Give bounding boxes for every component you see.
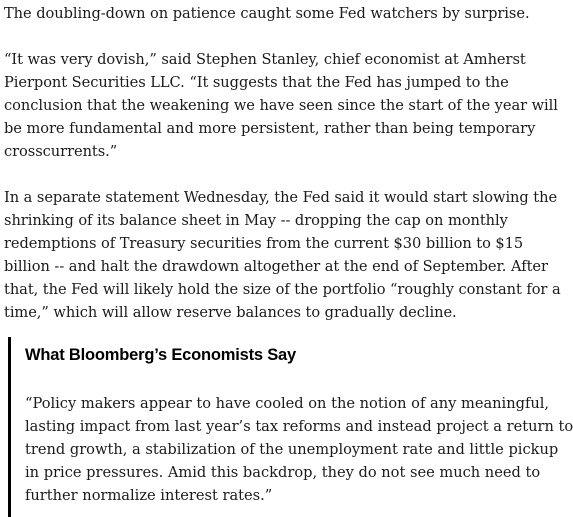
sidebar-quote bbox=[25, 392, 573, 507]
article-paragraph bbox=[4, 2, 530, 25]
text-line: In a separate statement Wednesday, the Fed said it would start slowing the bbox=[4, 189, 558, 206]
text-line: further normalize interest rates.” bbox=[25, 487, 273, 504]
text-line: in price pressures. Amid this backdrop, they do not see much need to bbox=[25, 464, 541, 481]
text-line: that, the Fed will likely hold the size of the portfolio “roughly constant for a bbox=[4, 281, 561, 298]
text-line: redemptions of Treasury securities from the current $30 billion to $15 bbox=[4, 235, 524, 252]
sidebar-title: What Bloomberg’s Economists Say bbox=[25, 346, 296, 364]
text-line: The doubling-down on patience caught some Fed watchers by surprise. bbox=[4, 5, 530, 22]
text-line: Pierpont Securities LLC. “It suggests that the Fed has jumped to the bbox=[4, 74, 509, 91]
article-paragraph bbox=[4, 48, 558, 163]
text-line: “It was very dovish,” said Stephen Stanley, chief economist at Amherst bbox=[4, 51, 526, 68]
text-line: shrinking of its balance sheet in May -- dropping the cap on monthly bbox=[4, 212, 508, 229]
text-line: time,” which will allow reserve balances to gradually decline. bbox=[4, 304, 457, 321]
text-line: crosscurrents.” bbox=[4, 143, 118, 160]
article-paragraph bbox=[4, 186, 561, 324]
economists-sidebar bbox=[8, 337, 573, 517]
text-line: lasting impact from last year’s tax reforms and instead project a return to bbox=[25, 418, 573, 435]
text-line: conclusion that the weakening we have seen since the start of the year will bbox=[4, 97, 558, 114]
text-line: be more fundamental and more persistent, rather than being temporary bbox=[4, 120, 536, 137]
text-line: trend growth, a stabilization of the unemployment rate and little pickup bbox=[25, 441, 559, 458]
text-line: billion -- and halt the drawdown altogether at the end of September. After bbox=[4, 258, 548, 275]
text-line: “Policy makers appear to have cooled on the notion of any meaningful, bbox=[25, 395, 550, 412]
